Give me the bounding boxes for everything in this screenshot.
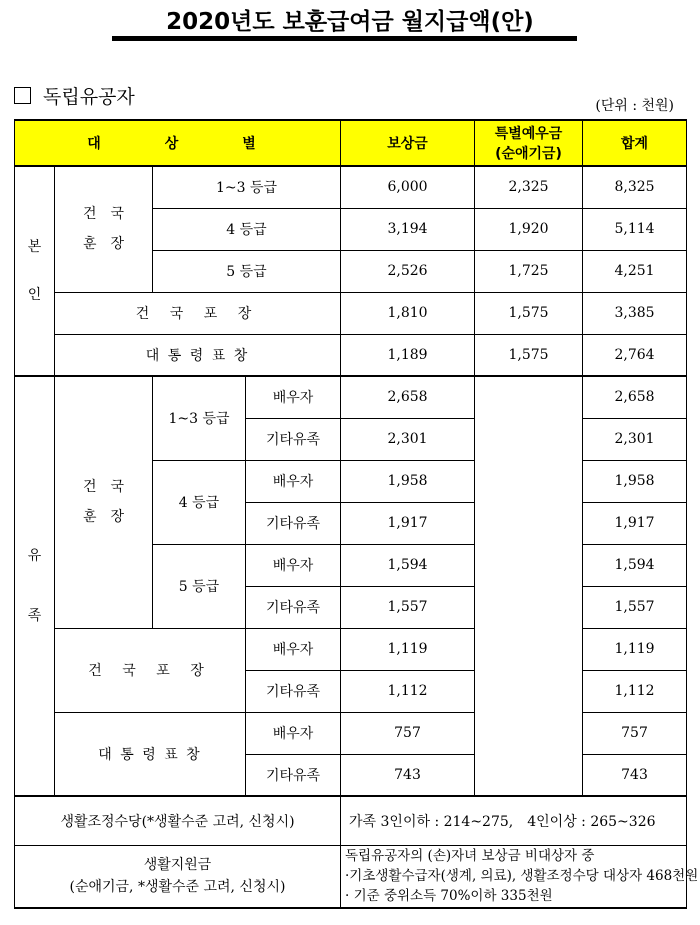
total-cell: 8,325: [583, 166, 687, 208]
support-line: 독립유공자의 (손)자녀 보상금 비대상자 중: [345, 848, 595, 865]
grade-cell: 1~3 등급: [153, 166, 341, 208]
medal-label: 건 국 포 장: [55, 628, 246, 712]
comp-cell: 2,658: [341, 376, 475, 418]
header-target: 대 상 별: [15, 120, 341, 166]
relation-cell: 기타유족: [246, 586, 341, 628]
relation-cell: 기타유족: [246, 754, 341, 796]
citation-label: 대 통 령 표 창: [55, 712, 246, 796]
citation-label: 대 통 령 표 창: [55, 334, 341, 376]
comp-cell: 1,594: [341, 544, 475, 586]
header-total: 합계: [583, 120, 687, 166]
comp-cell: 3,194: [341, 208, 475, 250]
special-cell: 1,725: [475, 250, 583, 292]
comp-cell: 1,958: [341, 460, 475, 502]
section-title: 독립유공자: [43, 86, 135, 108]
table-row: [15, 334, 687, 376]
table-row: [15, 376, 687, 418]
comp-cell: 1,557: [341, 586, 475, 628]
adjustment-label: 생활조정수당(*생활수준 고려, 신청시): [15, 796, 341, 845]
total-cell: 4,251: [583, 250, 687, 292]
special-empty-cell: [475, 376, 583, 796]
total-cell: 1,557: [583, 586, 687, 628]
section-heading: [14, 82, 135, 109]
relation-cell: 배우자: [246, 544, 341, 586]
table-row: [15, 628, 687, 670]
total-cell: 2,301: [583, 418, 687, 460]
special-cell: 1,920: [475, 208, 583, 250]
family-label: 유 족: [15, 376, 55, 796]
family-merit-label: 건 국 훈 장: [55, 376, 153, 628]
total-cell: 3,385: [583, 292, 687, 334]
total-cell: 1,112: [583, 670, 687, 712]
title-underline: [112, 36, 577, 41]
relation-cell: 배우자: [246, 376, 341, 418]
relation-cell: 기타유족: [246, 670, 341, 712]
total-cell: 1,594: [583, 544, 687, 586]
unit-note: (단위 : 천원): [595, 98, 674, 114]
comp-cell: 6,000: [341, 166, 475, 208]
relation-cell: 배우자: [246, 460, 341, 502]
special-cell: 1,575: [475, 334, 583, 376]
special-cell: 2,325: [475, 166, 583, 208]
total-cell: 5,114: [583, 208, 687, 250]
comp-cell: 2,301: [341, 418, 475, 460]
header-row: [15, 120, 687, 166]
grade-cell: 5 등급: [153, 544, 246, 628]
support-label: 생활지원금 (순애기금, *생활수준 고려, 신청시): [15, 845, 341, 908]
comp-cell: 743: [341, 754, 475, 796]
relation-cell: 배우자: [246, 712, 341, 754]
total-cell: 1,917: [583, 502, 687, 544]
grade-cell: 1~3 등급: [153, 376, 246, 460]
grade-cell: 5 등급: [153, 250, 341, 292]
total-cell: 2,658: [583, 376, 687, 418]
header-compensation: 보상금: [341, 120, 475, 166]
comp-cell: 1,917: [341, 502, 475, 544]
principal-merit-label: 건 국 훈 장: [55, 166, 153, 292]
total-cell: 1,958: [583, 460, 687, 502]
comp-cell: 2,526: [341, 250, 475, 292]
grade-cell: 4 등급: [153, 208, 341, 250]
table-row: [15, 712, 687, 754]
square-bullet-icon: [14, 87, 31, 104]
adjustment-row: [15, 796, 687, 845]
support-line: ·기초생활수급자(생계, 의료), 생활조정수당 대상자 468천원: [345, 868, 699, 885]
relation-cell: 기타유족: [246, 418, 341, 460]
adjustment-value: 가족 3인이하 : 214~275, 4인이상 : 265~326: [341, 796, 687, 845]
total-cell: 757: [583, 712, 687, 754]
support-row: [15, 845, 687, 908]
principal-label: 본 인: [15, 166, 55, 376]
total-cell: 2,764: [583, 334, 687, 376]
benefit-table: [14, 119, 699, 909]
support-line: · 기준 중위소득 70%이하 335천원: [345, 888, 553, 905]
table-row: [15, 166, 687, 208]
comp-cell: 1,810: [341, 292, 475, 334]
relation-cell: 기타유족: [246, 502, 341, 544]
special-cell: 1,575: [475, 292, 583, 334]
comp-cell: 757: [341, 712, 475, 754]
comp-cell: 1,119: [341, 628, 475, 670]
table-row: [15, 292, 687, 334]
header-special: 특별예우금 (순애기금): [475, 120, 583, 166]
comp-cell: 1,189: [341, 334, 475, 376]
relation-cell: 배우자: [246, 628, 341, 670]
total-cell: 1,119: [583, 628, 687, 670]
support-details: [341, 845, 699, 908]
comp-cell: 1,112: [341, 670, 475, 712]
medal-label: 건 국 포 장: [55, 292, 341, 334]
total-cell: 743: [583, 754, 687, 796]
page-title: 2020년도 보훈급여금 월지급액(안): [166, 9, 534, 35]
grade-cell: 4 등급: [153, 460, 246, 544]
